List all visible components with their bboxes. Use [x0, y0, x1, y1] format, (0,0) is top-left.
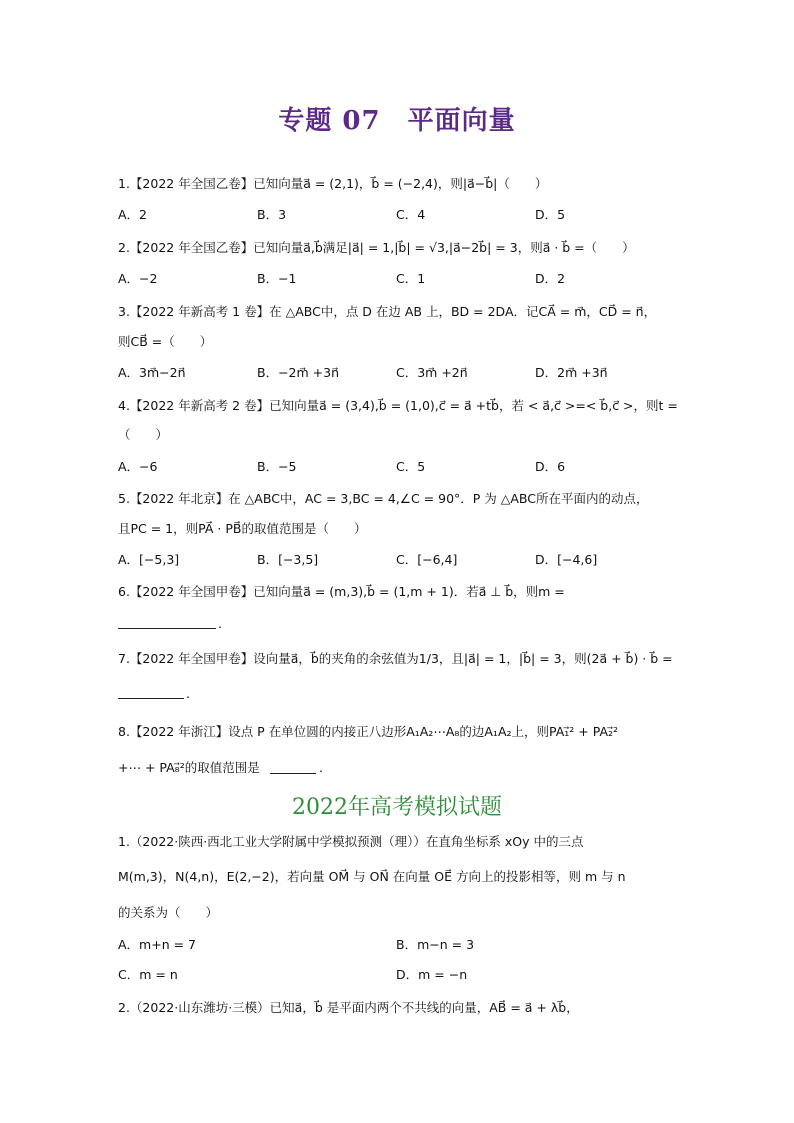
mock-question-1-option-b: B．m−n = 3 [396, 937, 475, 952]
section-title: 2022年高考模拟试题 [292, 795, 502, 820]
answer-blank [118, 698, 184, 699]
question-2-option-d: D．2 [535, 271, 566, 286]
question-1-option-a: A．2 [118, 207, 148, 222]
mock-question-1-stem-continued: M(m,3)，N(4,n)，E(2,−2)，若向量 OM⃗ 与 ON⃗ 在向量 OE⃗ 方向上的投影相等，则 m 与 n [118, 869, 626, 884]
question-2-option-b: B．−1 [257, 271, 297, 286]
question-8-stem-continued: +⋯ + PA₈⃗²的取值范围是 [118, 760, 260, 775]
question-5-option-c: C．[−6,4] [396, 552, 458, 567]
question-3-option-b: B．−2m⃗ +3n⃗ [257, 365, 340, 380]
mock-question-1-stem-end: 的关系为（ ） [118, 905, 219, 920]
question-1-option-d: D．5 [535, 207, 566, 222]
question-3-option-c: C．3m⃗ +2n⃗ [396, 365, 468, 380]
question-4-option-a: A．−6 [118, 459, 158, 474]
page-title: 专题 07 平面向量 [278, 106, 516, 136]
mock-question-1-option-c: C．m = n [118, 967, 178, 982]
question-3-stem: 3.【2022 年新高考 1 卷】在 △ABC中，点 D 在边 AB 上，BD = 2DA．记CA⃗ = m⃗，CD⃗ = n⃗， [118, 304, 657, 319]
question-5-option-a: A．[−5,3] [118, 552, 180, 567]
question-1-option-b: B．3 [257, 207, 287, 222]
question-4-option-d: D．6 [535, 459, 566, 474]
mock-question-1-stem: 1.（2022·陕西·西北工业大学附属中学模拟预测（理））在直角坐标系 xOy 中的三点 [118, 834, 584, 849]
question-7-period: . [186, 686, 190, 701]
mock-question-1-option-d: D．m = −n [396, 967, 468, 982]
question-1-option-c: C．4 [396, 207, 426, 222]
question-2-option-a: A．−2 [118, 271, 158, 286]
question-3-stem-continued: 则CB⃗ =（ ） [118, 334, 213, 349]
answer-blank [118, 628, 216, 629]
question-8-stem: 8.【2022 年浙江】设点 P 在单位圆的内接正八边形A₁A₂⋯A₈的边A₁A₂上，则PA₁⃗² + PA₂⃗² [118, 724, 619, 739]
question-5-option-b: B．[−3,5] [257, 552, 319, 567]
question-3-option-d: D．2m⃗ +3n⃗ [535, 365, 608, 380]
question-3-option-a: A．3m⃗−2n⃗ [118, 365, 186, 380]
question-2-option-c: C．1 [396, 271, 426, 286]
question-5-option-d: D．[−4,6] [535, 552, 598, 567]
question-4-stem-continued: （ ） [118, 427, 169, 442]
mock-question-1-option-a: A．m+n = 7 [118, 937, 196, 952]
question-4-stem: 4.【2022 年新高考 2 卷】已知向量a⃗ = (3,4),b⃗ = (1,0),c⃗ = a⃗ +tb⃗，若 < a⃗,c⃗ >=< b⃗,c⃗ >，则t = [118, 398, 678, 413]
question-6-period: . [218, 616, 222, 631]
answer-blank [270, 773, 316, 774]
question-8-period: . [319, 760, 323, 775]
mock-question-2-stem: 2.（2022·山东潍坊·三模）已知a⃗，b⃗ 是平面内两个不共线的向量，AB⃗ = a⃗ + λb⃗， [118, 1000, 579, 1015]
question-6-stem: 6.【2022 年全国甲卷】已知向量a⃗ = (m,3),b⃗ = (1,m + 1)．若a⃗ ⊥ b⃗，则m = [118, 584, 565, 599]
question-4-option-c: C．5 [396, 459, 426, 474]
question-5-stem-continued: 且PC = 1，则PA⃗ · PB⃗的取值范围是（ ） [118, 521, 367, 536]
question-5-stem: 5.【2022 年北京】在 △ABC中，AC = 3,BC = 4,∠C = 90°．P 为 △ABC所在平面内的动点， [118, 491, 649, 506]
question-1-stem: 1.【2022 年全国乙卷】已知向量a⃗ = (2,1)，b⃗ = (−2,4)，则|a⃗−b⃗|（ ） [118, 176, 548, 191]
question-4-option-b: B．−5 [257, 459, 297, 474]
question-2-stem: 2.【2022 年全国乙卷】已知向量a⃗,b⃗满足|a⃗| = 1,|b⃗| = √3,|a⃗−2b⃗| = 3，则a⃗ · b⃗ =（ ） [118, 240, 635, 255]
question-7-stem: 7.【2022 年全国甲卷】设向量a⃗，b⃗的夹角的余弦值为1/3，且|a⃗| = 1，|b⃗| = 3，则(2a⃗ + b⃗) · b⃗ = [118, 651, 673, 666]
